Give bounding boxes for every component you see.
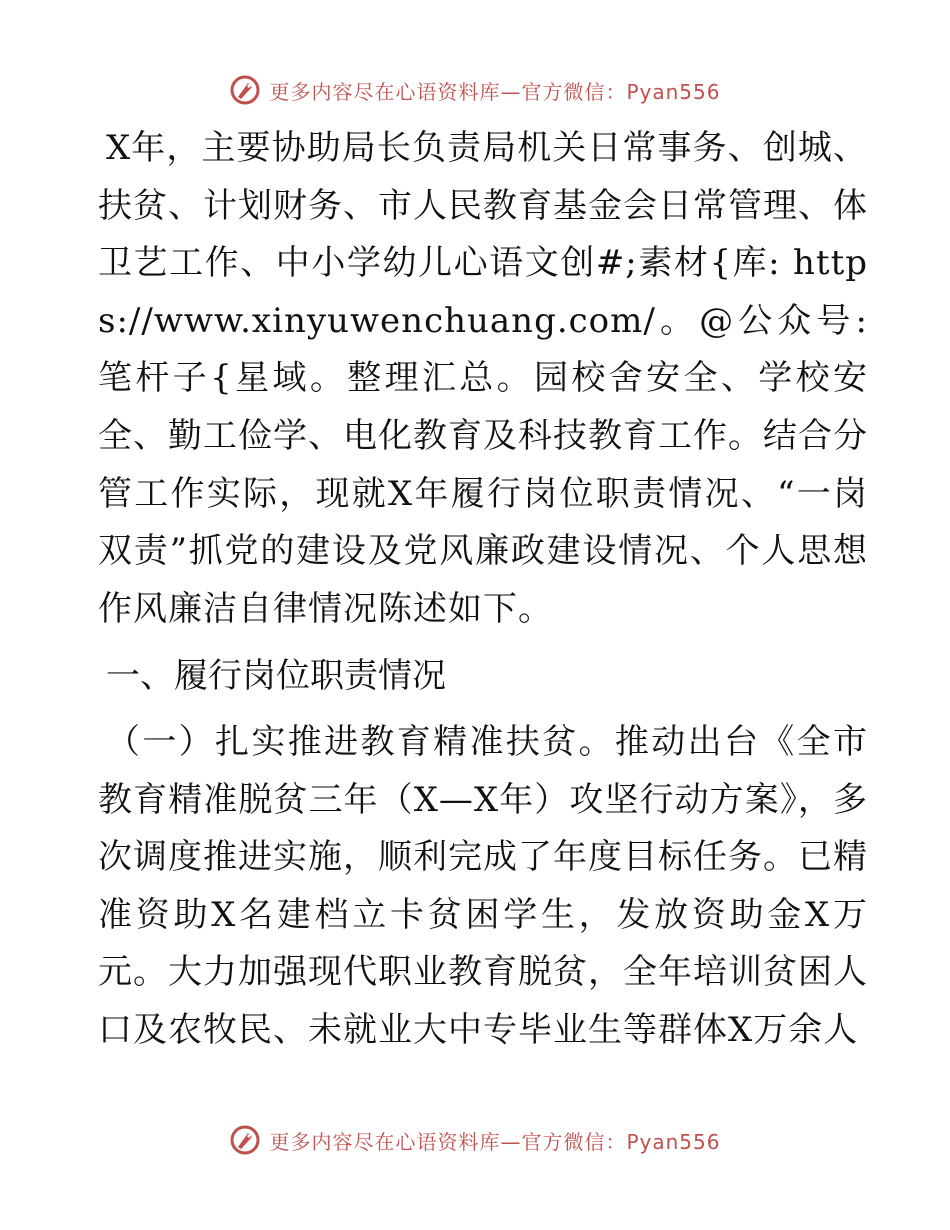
section-heading: 一、履行岗位职责情况	[106, 656, 446, 697]
subsection-paragraph: （一）扎实推进教育精准扶贫。推动出台《全市教育精准脱贫三年（X—X年）攻坚行动方案》，多次调度推进实施，顺利完成了年度目标任务。已精准资助X名建档立卡贫困学生，发放资助金X万元。大力加强现代职业教育脱贫，全年培训贫困人口及农牧民、未就业大中专毕业生等群体X万余人	[98, 721, 868, 1050]
header-watermark-banner	[0, 70, 950, 110]
footer-watermark-text: 更多内容尽在心语资料库—官方微信：Pyan556	[269, 1129, 721, 1154]
pen-nib-logo-icon	[229, 1124, 261, 1156]
document-body	[98, 120, 868, 1060]
intro-paragraph: X年，主要协助局长负责局机关日常事务、创城、扶贫、计划财务、市人民教育基金会日常管理、体卫艺工作、中小学幼儿心语文创#;素材{库: https://www.xinyuwenchuang.com/。@公众号: 笔杆子{星域。整理汇总。园校舍安全、学校安全、勤工俭学、电化教育及科技教育工作。结合分管工作实际，现就X年履行岗位职责情况、“一岗双责”抓党的建设及党风廉政建设情况、个人思想作风廉洁自律情况陈述如下。	[98, 128, 868, 629]
pen-nib-logo-icon	[229, 74, 261, 106]
footer-watermark-banner	[0, 1120, 950, 1160]
header-watermark-text: 更多内容尽在心语资料库—官方微信：Pyan556	[269, 79, 721, 104]
